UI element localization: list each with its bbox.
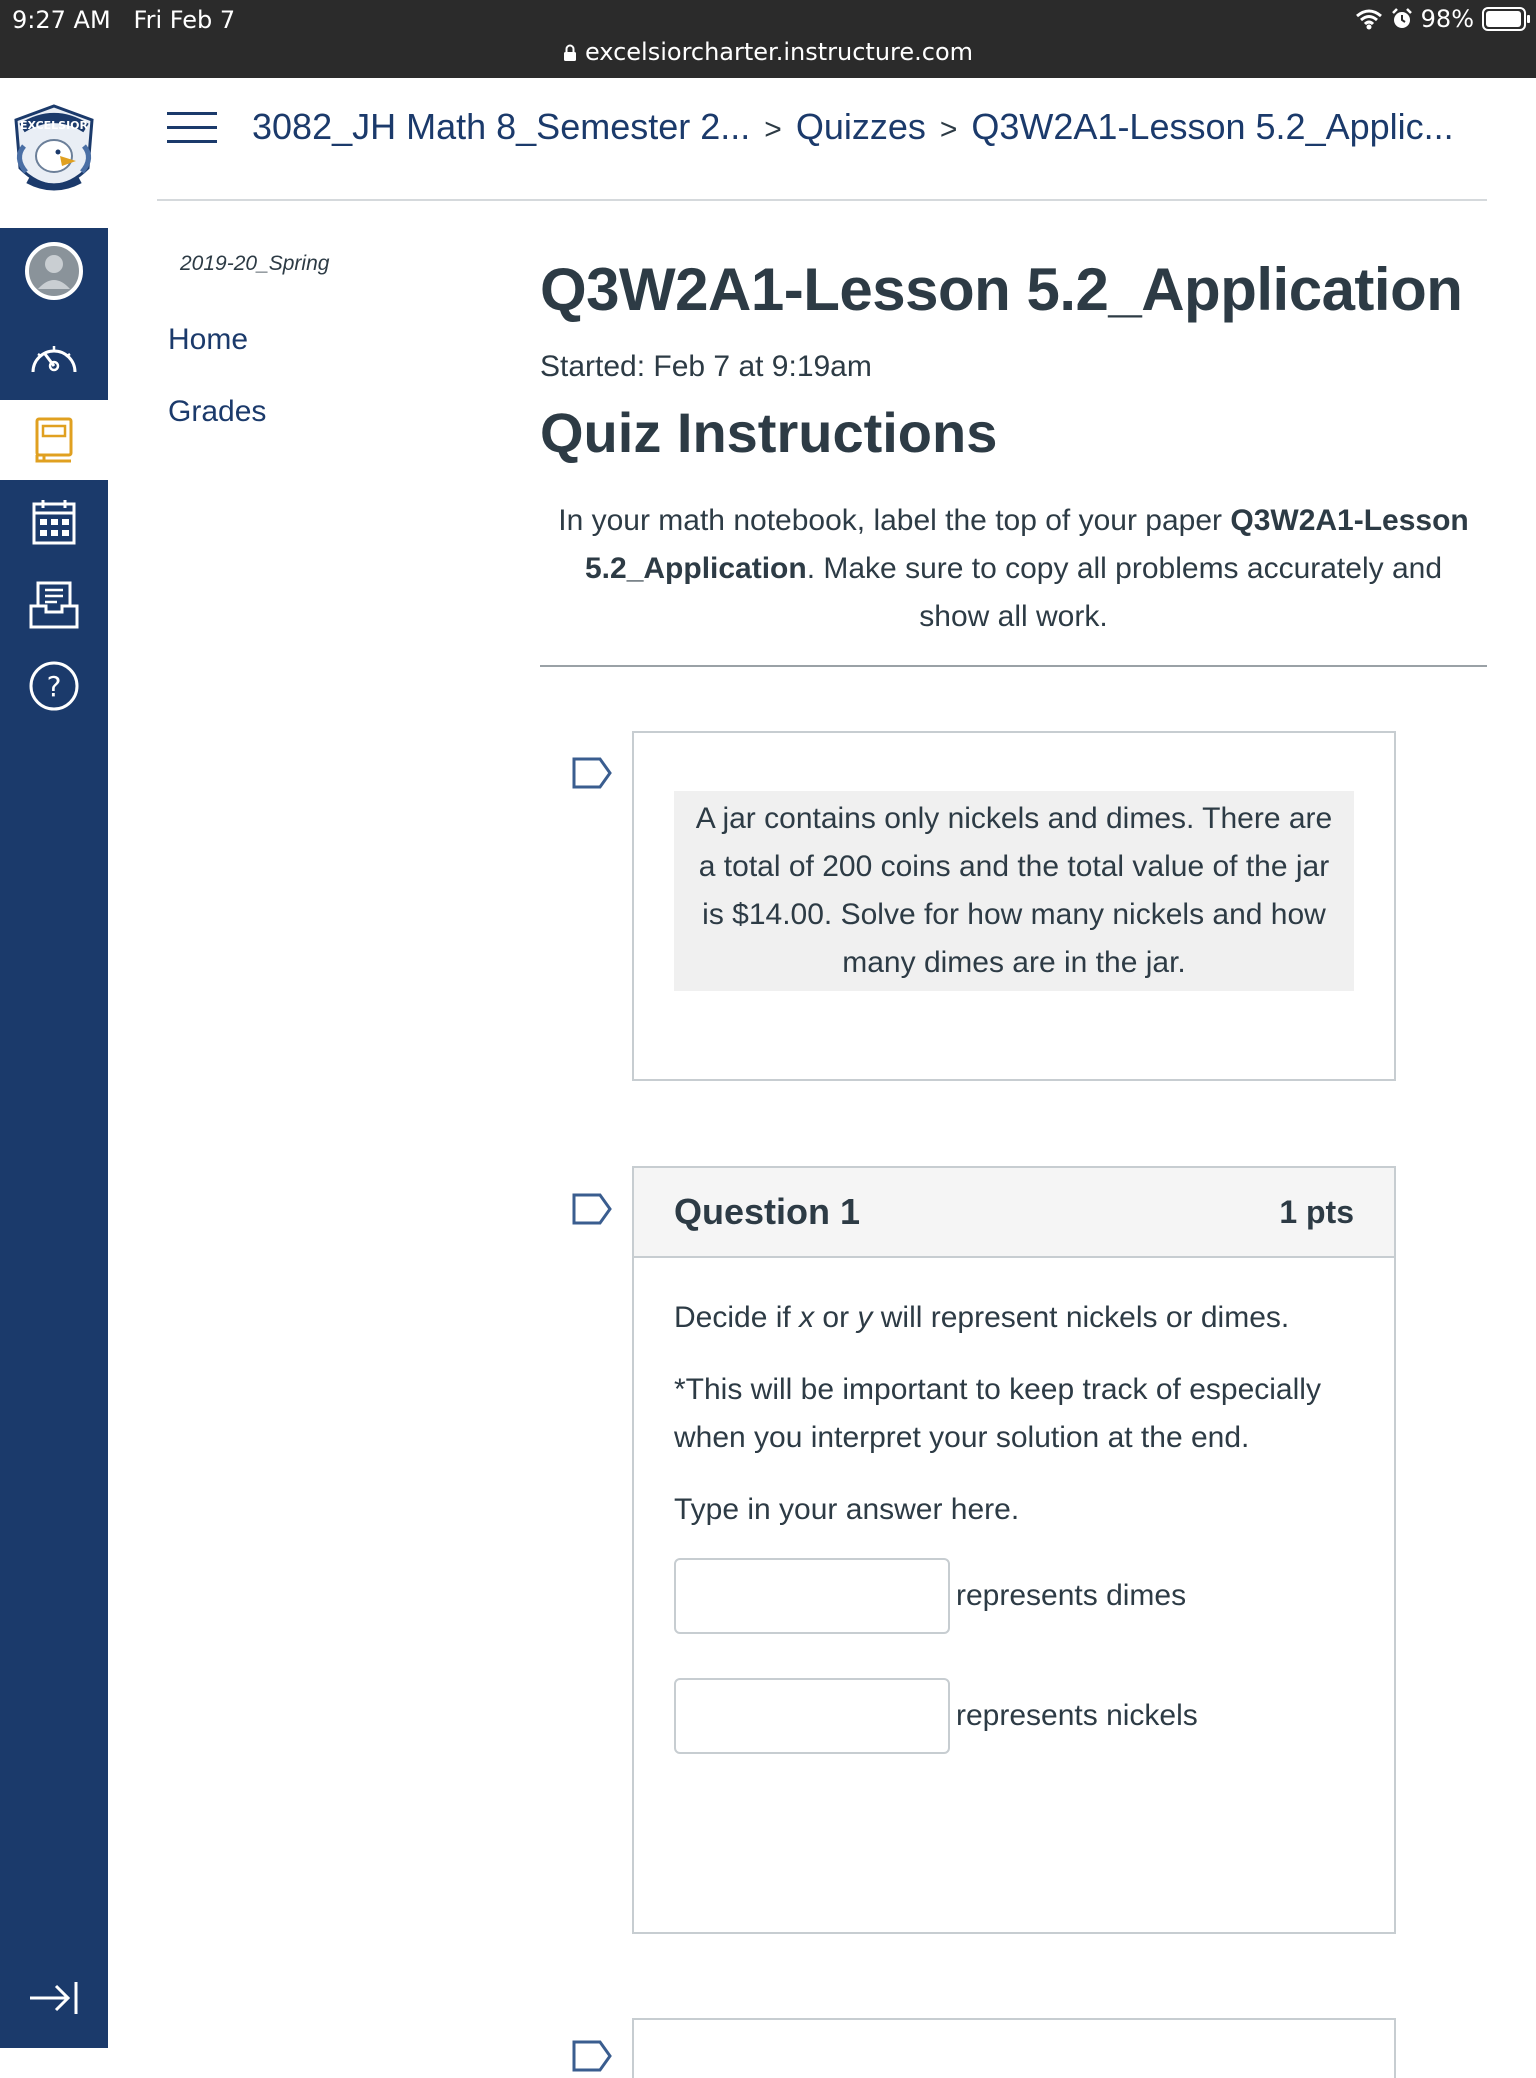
question-prompt: [674, 1294, 1354, 1342]
prompt-var-x: x: [799, 1301, 815, 1334]
svg-text:?: ?: [46, 670, 62, 703]
question-points: 1 pts: [1279, 1193, 1354, 1230]
status-time: [12, 6, 235, 34]
problem-text: A jar contains only nickels and dimes. There are a total of 200 coins and the total value of the jar is $14.00. Solve for how many nickels and how many dimes are in the jar.: [674, 791, 1354, 991]
collapse-arrow-icon: [28, 1980, 80, 2016]
answer-row-nickels: [674, 1678, 1354, 1754]
wifi-icon: [1355, 8, 1383, 30]
status-date-text: Fri Feb 7: [133, 6, 236, 34]
prompt-var-y: y: [857, 1301, 873, 1334]
nickels-answer-input[interactable]: [674, 1678, 950, 1754]
breadcrumb: [252, 106, 1454, 148]
dashboard-nav[interactable]: [0, 318, 108, 398]
courses-book-icon: [34, 416, 74, 464]
calendar-icon: [31, 498, 77, 546]
course-nav-grades[interactable]: Grades: [168, 395, 267, 428]
course-nav-home[interactable]: Home: [168, 323, 249, 356]
term-label: 2019-20_Spring: [180, 252, 330, 275]
status-bar: [0, 0, 1536, 78]
question-body: [634, 1258, 1394, 1754]
instructions-bold-label: Q3W2A1-Lesson 5.2_Application: [584, 504, 1469, 585]
flag-problem-icon[interactable]: [572, 757, 612, 789]
answer-prompt: Type in your answer here.: [674, 1493, 1020, 1526]
flag-next-question-icon[interactable]: [572, 2040, 612, 2072]
prompt-text: will represent nickels or dimes.: [872, 1301, 1290, 1334]
help-nav[interactable]: [0, 646, 108, 726]
header-divider: [157, 199, 1487, 201]
prompt-text: Decide if: [674, 1301, 800, 1334]
question-note: *This will be important to keep track of especially when you interpret your solution at the end.: [674, 1373, 1321, 1454]
instructions-text-part: . Make sure to copy all problems accurately and show all work.: [806, 552, 1443, 633]
courses-nav[interactable]: [0, 400, 108, 480]
status-indicators: [1355, 5, 1526, 33]
global-nav: [0, 78, 108, 2048]
status-time-text: 9:27 AM: [12, 6, 111, 34]
dashboard-gauge-icon: [27, 338, 81, 378]
lock-icon: [563, 44, 577, 62]
collapse-nav[interactable]: [0, 1958, 108, 2038]
started-timestamp: Started: Feb 7 at 9:19am: [540, 350, 872, 383]
url-bar[interactable]: [0, 38, 1536, 66]
breadcrumb-quizzes-link[interactable]: Quizzes: [795, 106, 926, 147]
url-text: excelsiorcharter.instructure.com: [584, 38, 974, 66]
instructions-text: [540, 497, 1487, 641]
account-nav[interactable]: [0, 231, 108, 311]
breadcrumb-current: Q3W2A1-Lesson 5.2_Applic...: [971, 106, 1454, 147]
problem-card: [632, 731, 1396, 1081]
svg-text:EXCELSIOR: EXCELSIOR: [19, 119, 89, 132]
battery-icon: [1482, 7, 1526, 31]
instructions-heading: Quiz Instructions: [540, 401, 998, 464]
instructions-text-part: In your math notebook, label the top of your paper: [558, 504, 1231, 537]
next-question-card: [632, 2018, 1396, 2078]
eagle-logo-icon: [4, 98, 104, 208]
inbox-nav[interactable]: [0, 565, 108, 645]
alarm-icon: [1391, 8, 1413, 30]
breadcrumb-chevron-icon: >: [939, 113, 958, 146]
calendar-nav[interactable]: [0, 482, 108, 562]
breadcrumb-course-link[interactable]: 3082_JH Math 8_Semester 2...: [252, 106, 751, 147]
dimes-answer-input[interactable]: [674, 1558, 950, 1634]
question-card: [632, 1166, 1396, 1934]
dimes-answer-label: represents dimes: [956, 1579, 1187, 1612]
account-avatar-icon: [24, 241, 84, 301]
main-content: [540, 250, 1487, 667]
breadcrumb-chevron-icon: >: [764, 113, 782, 146]
battery-percent: 98%: [1420, 5, 1474, 33]
flag-question-icon[interactable]: [572, 1193, 612, 1225]
question-title: Question 1: [674, 1191, 861, 1232]
hamburger-menu-icon[interactable]: [167, 112, 217, 146]
help-icon: [28, 660, 80, 712]
question-header: [634, 1168, 1394, 1258]
page-title: Q3W2A1-Lesson 5.2_Application: [540, 256, 1463, 323]
inbox-icon: [28, 580, 80, 630]
school-logo[interactable]: [0, 78, 108, 228]
answer-row-dimes: [674, 1558, 1354, 1634]
prompt-text: or: [814, 1301, 858, 1334]
content-divider: [540, 665, 1487, 667]
nickels-answer-label: represents nickels: [956, 1699, 1198, 1732]
